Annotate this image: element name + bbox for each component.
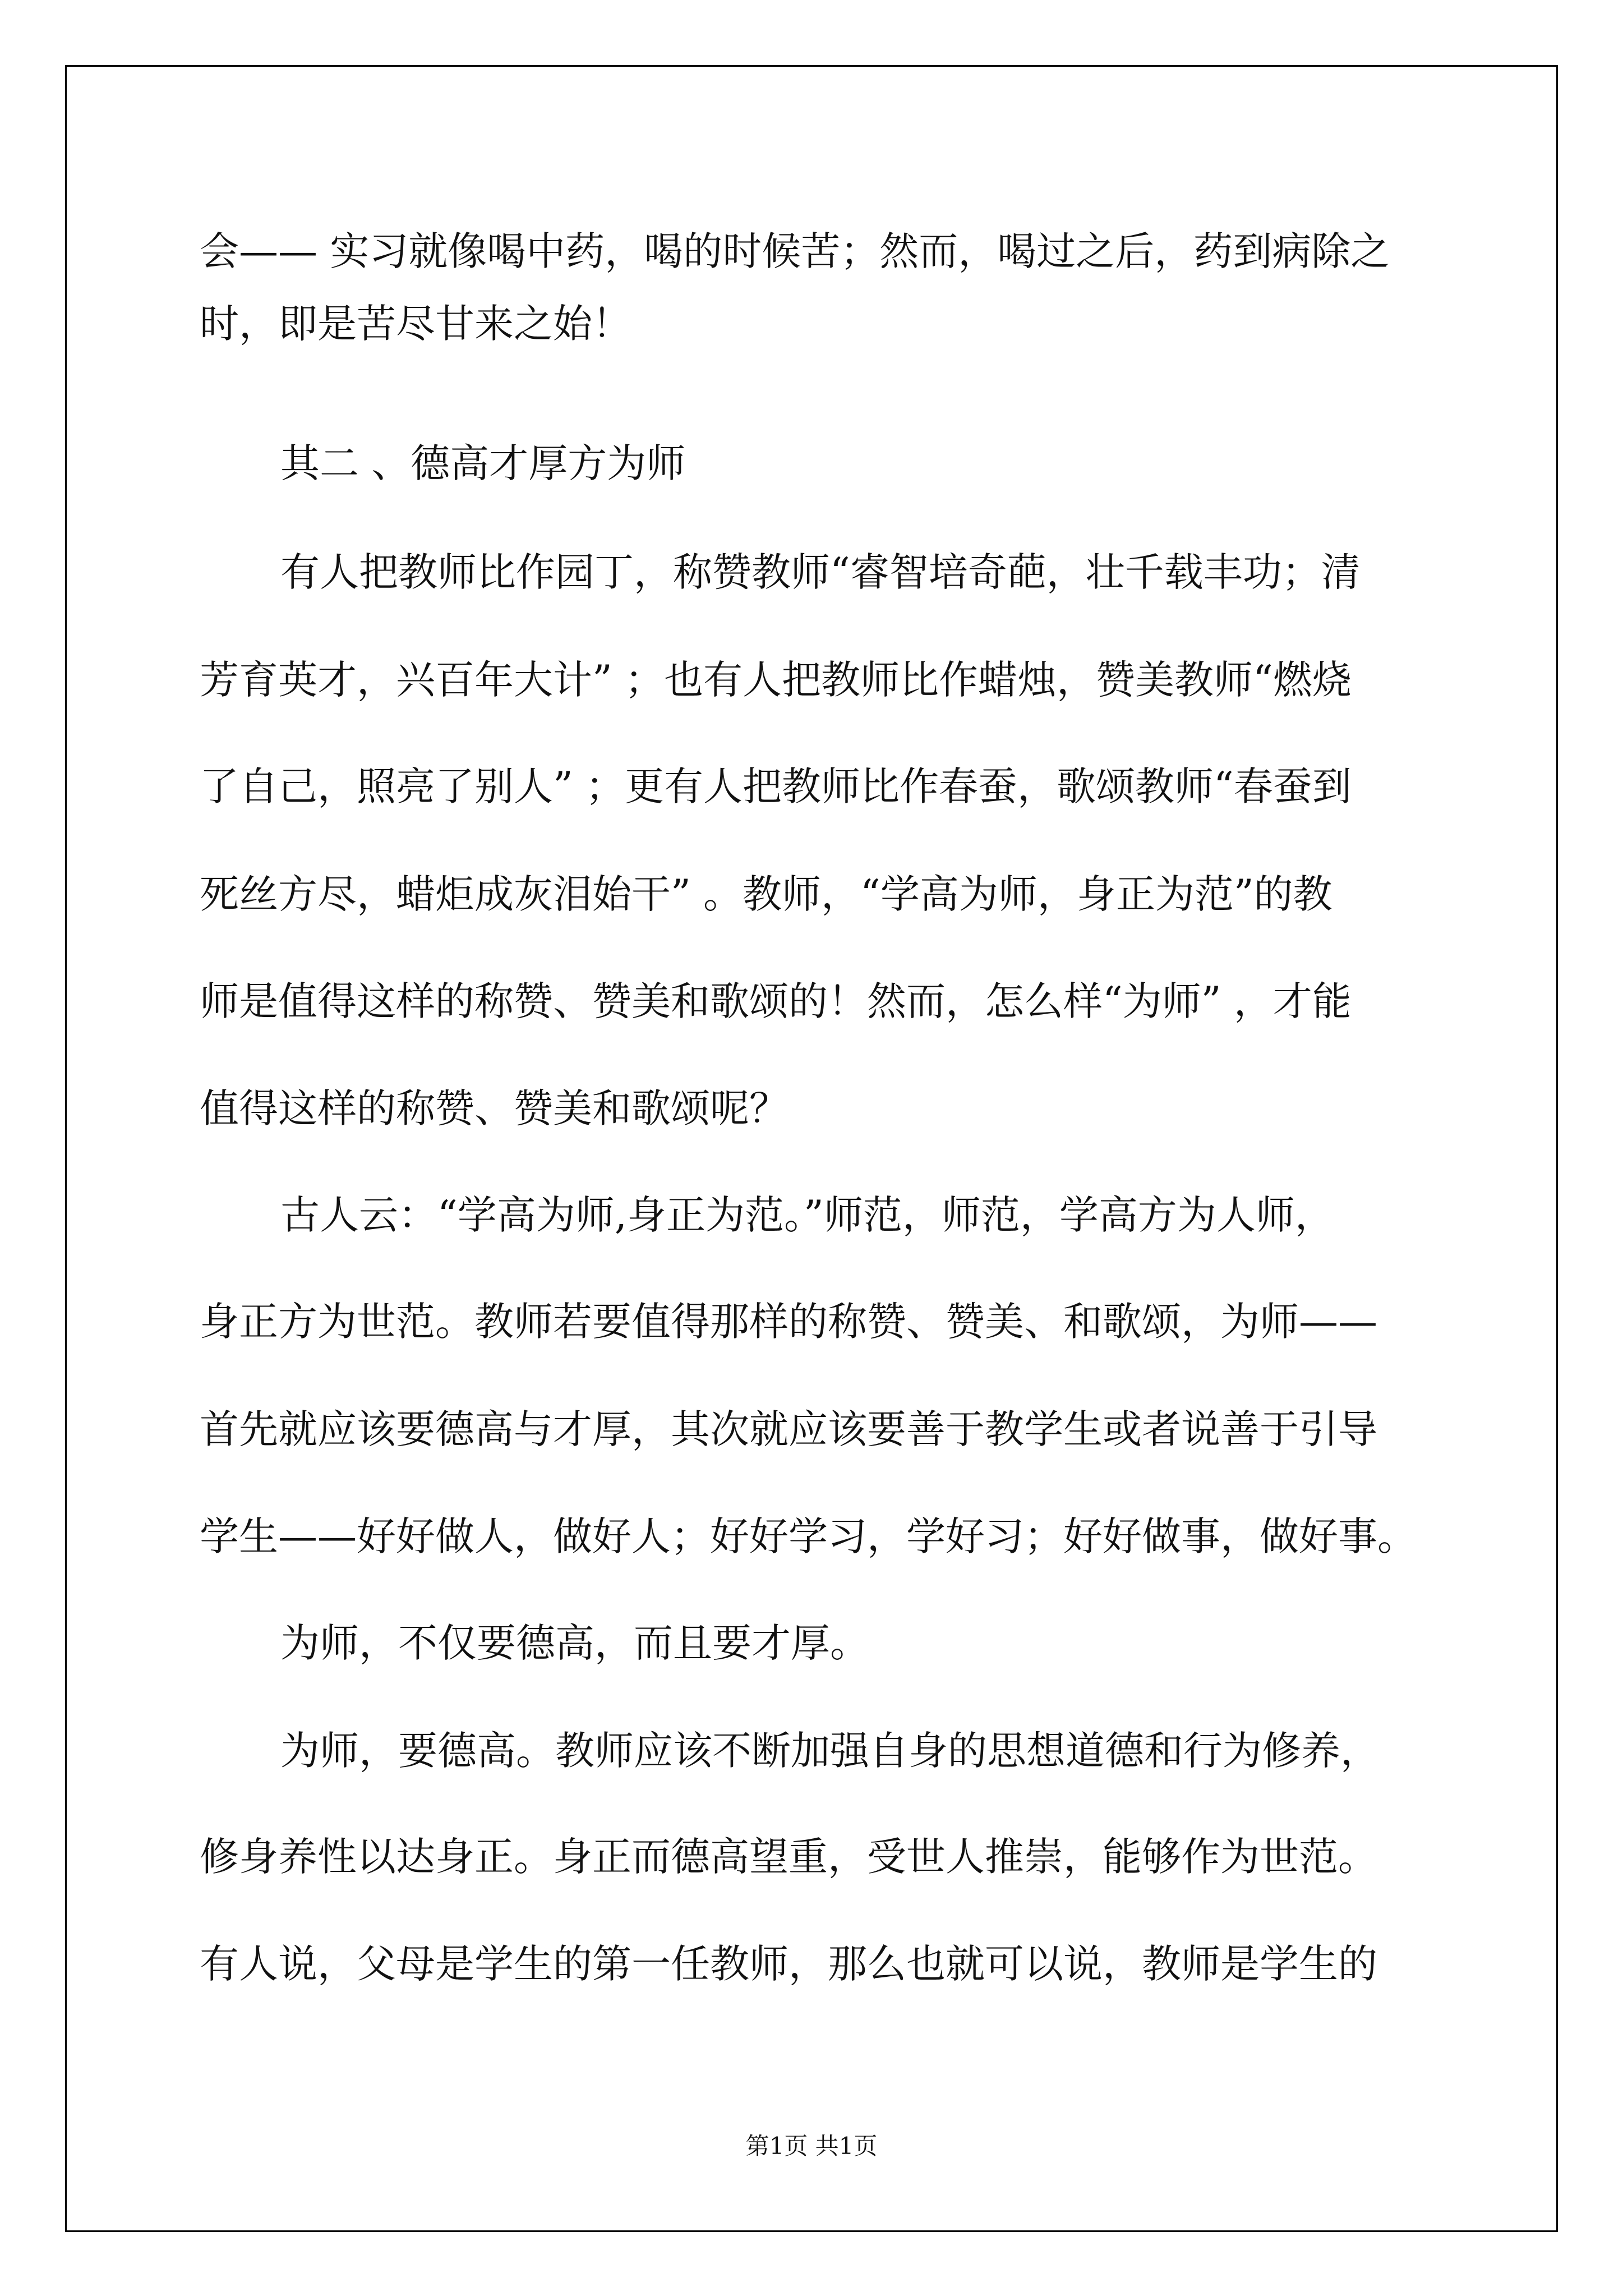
text-line: 值得这样的称赞、赞美和歌颂呢？ — [200, 1085, 789, 1131]
page-border — [65, 65, 1558, 2232]
text-line: 身正方为世范。教师若要值得那样的称赞、赞美、和歌颂，为师—— — [200, 1299, 1377, 1345]
text-line: 为师，要德高。教师应该不断加强自身的思想道德和行为修养， — [280, 1728, 1380, 1774]
text-line: 修身养性以达身正。身正而德高望重，受世人推崇，能够作为世范。 — [200, 1834, 1377, 1880]
text-line: 有人说，父母是学生的第一任教师，那么也就可以说，教师是学生的 — [200, 1941, 1377, 1987]
text-line: 芳育英才，兴百年大计” ；也有人把教师比作蜡烛，赞美教师“燃烧 — [200, 657, 1352, 703]
text-line: 为师，不仅要德高，而且要才厚。 — [280, 1620, 869, 1666]
section-heading: 其二 、德高才厚方为师 — [280, 440, 686, 486]
text-line: 有人把教师比作园丁，称赞教师“睿智培奇葩，壮千载丰功；清 — [280, 549, 1361, 595]
text-line: 会—— 实习就像喝中药，喝的时候苦；然而，喝过之后，药到病除之 — [200, 228, 1390, 274]
text-line: 古人云：“学高为师,身正为范。”师范，师范，学高方为人师， — [280, 1192, 1334, 1238]
text-line: 学生——好好做人，做好人；好好学习，学好习；好好做事，做好事。 — [200, 1513, 1417, 1559]
text-line: 时，即是苦尽甘来之始！ — [200, 301, 631, 347]
text-line: 死丝方尽，蜡炬成灰泪始干” 。教师，“学高为师，身正为范”的教 — [200, 871, 1332, 917]
text-line: 了自己，照亮了别人” ；更有人把教师比作春蚕，歌颂教师“春蚕到 — [200, 763, 1352, 809]
page-number-footer: 第1页 共1页 — [745, 2132, 878, 2160]
text-line: 师是值得这样的称赞、赞美和歌颂的！然而，怎么样“为师” ，才能 — [200, 978, 1352, 1024]
text-line: 首先就应该要德高与才厚，其次就应该要善于教学生或者说善于引导 — [200, 1406, 1377, 1452]
